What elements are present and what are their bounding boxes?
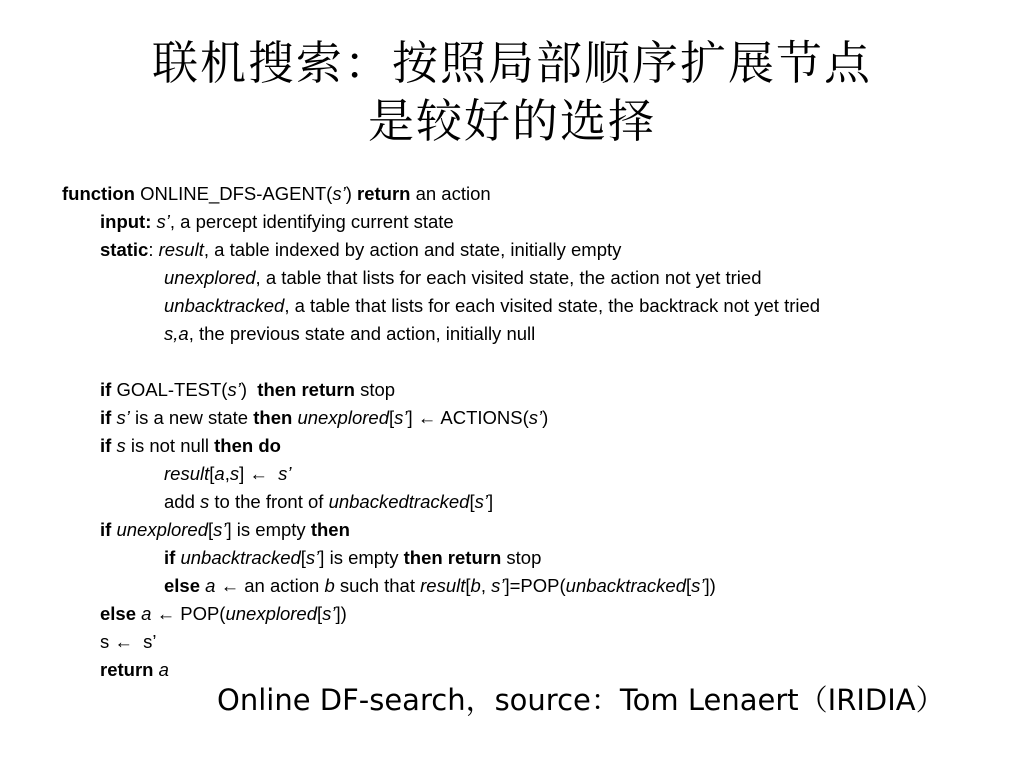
var-unbackedtracked: unbackedtracked: [328, 491, 470, 512]
assign-arrow: ←: [156, 603, 176, 624]
input-desc: , a percept identifying current state: [169, 211, 454, 232]
code-line-return: [100, 656, 169, 684]
source-caption: Online DF-search，source：Tom Lenaert（IRIDIA）: [217, 683, 945, 717]
var-unexplored: unexplored: [116, 519, 208, 540]
keyword-function: function: [62, 183, 135, 204]
colon: :: [148, 239, 154, 260]
keyword-if: if: [100, 519, 112, 540]
var-unbacktracked: unbacktracked: [164, 295, 285, 316]
var-a: a: [205, 575, 216, 596]
var-b: b: [324, 575, 335, 596]
paren: ): [345, 183, 352, 204]
var-result: result: [164, 463, 210, 484]
paren: ): [542, 407, 549, 428]
var-s-prime: s’: [322, 603, 336, 624]
keyword-else: else: [164, 575, 201, 596]
keyword-input: input:: [100, 211, 152, 232]
keyword-then-return: then return: [257, 379, 355, 400]
assign-arrow: ←: [114, 631, 133, 652]
sa-desc: , the previous state and action, initially null: [188, 323, 536, 344]
keyword-return: return: [100, 659, 154, 680]
var-s-prime: s’: [143, 631, 157, 652]
var-s-prime: s’: [528, 407, 543, 428]
keyword-then: then: [310, 519, 350, 540]
var-s: s: [200, 491, 210, 512]
code-line-goal-test: [100, 376, 395, 404]
slide-title: [0, 34, 1024, 150]
fn-goal-test: GOAL-TEST(: [116, 379, 228, 400]
keyword-else: else: [100, 603, 137, 624]
var-result: result: [158, 239, 204, 260]
var-s-prime: s’: [116, 407, 130, 428]
code-line-else-pop-unexplored: else a ← POP(unexplored[s’]): [100, 603, 347, 624]
text-add: add: [164, 491, 195, 512]
code-line-sa: [164, 320, 535, 348]
assign-arrow: ←: [220, 575, 240, 596]
unexplored-desc: , a table that lists for each visited state, the action not yet tried: [255, 267, 762, 288]
var-s-prime: s’: [227, 379, 241, 400]
keyword-if: if: [100, 435, 112, 456]
return-desc: an action: [415, 183, 491, 204]
var-a: a: [158, 659, 169, 680]
var-s-prime: s’: [691, 575, 705, 596]
keyword-return: return: [357, 183, 411, 204]
code-line-result-assign: result[a,s] ← s’: [164, 463, 292, 484]
var-unexplored: unexplored: [297, 407, 389, 428]
code-line-function: [62, 180, 491, 208]
code-line-new-state: if s’ is a new state then unexplored[s’] ← ACTIONS(s’): [100, 407, 549, 428]
var-s-prime: s’: [278, 463, 292, 484]
var-a: a: [141, 603, 152, 624]
fn-pop: POP(: [180, 603, 226, 624]
keyword-if: if: [100, 407, 112, 428]
var-s-prime: s’: [332, 183, 346, 204]
fn-actions: ACTIONS(: [440, 407, 529, 428]
var-unexplored: unexplored: [225, 603, 318, 624]
var-unbacktracked: unbacktracked: [180, 547, 301, 568]
keyword-then-return: then return: [403, 547, 502, 568]
text-such-that: such that: [339, 575, 415, 596]
paren: ): [340, 603, 347, 624]
code-line-unbacktracked: [164, 292, 820, 320]
code-line-add-front: add s to the front of unbackedtracked[s’]: [164, 491, 494, 512]
stop-text: stop: [360, 379, 396, 400]
var-unexplored: unexplored: [164, 267, 256, 288]
text-is-empty: is empty: [329, 547, 399, 568]
assign-arrow: ←: [249, 463, 268, 484]
code-line-else-pop-backtrack: else a ← an action b such that result[b, s’]=POP(unbacktracked[s’]): [164, 575, 716, 596]
var-s-prime: s’: [213, 519, 227, 540]
keyword-if: if: [164, 547, 176, 568]
unbacktracked-desc: , a table that lists for each visited state, the backtrack not yet tried: [284, 295, 821, 316]
text-is-not-null: is not null: [130, 435, 209, 456]
var-s-prime: s’: [394, 407, 408, 428]
keyword-then-do: then do: [214, 435, 281, 456]
var-b: b: [470, 575, 481, 596]
var-a: a: [214, 463, 225, 484]
keyword-static: static: [100, 239, 149, 260]
paren: ): [709, 575, 716, 596]
text-is-empty: is empty: [236, 519, 306, 540]
code-line-unexplored: [164, 264, 762, 292]
var-s: s: [116, 435, 126, 456]
code-line-static: [100, 236, 621, 264]
var-s: s: [100, 631, 110, 652]
keyword-then: then: [253, 407, 293, 428]
var-result: result: [420, 575, 466, 596]
result-desc: , a table indexed by action and state, initially empty: [203, 239, 622, 260]
var-s-prime: s’: [491, 575, 505, 596]
assign-arrow: ←: [417, 407, 437, 428]
title-line-1: 联机搜索：按照局部顺序扩展节点: [152, 36, 872, 90]
code-line-input: [100, 208, 454, 236]
code-line-not-null: [100, 432, 281, 460]
text-an-action: an action: [244, 575, 320, 596]
var-s-prime: s’: [156, 211, 170, 232]
var-s-prime: s’: [474, 491, 488, 512]
code-line-unbacktracked-empty: if unbacktracked[s’] is empty then return stop: [164, 547, 542, 568]
var-s-prime: s’: [305, 547, 320, 568]
var-sa: s,a: [164, 323, 189, 344]
var-unbacktracked: unbacktracked: [565, 575, 686, 596]
fn-pop: =POP(: [509, 575, 566, 596]
function-name: ONLINE_DFS-AGENT(: [140, 183, 333, 204]
keyword-if: if: [100, 379, 112, 400]
paren: ): [240, 379, 248, 400]
stop-text: stop: [506, 547, 542, 568]
var-s: s: [229, 463, 240, 484]
code-line-unexplored-empty: if unexplored[s’] is empty then: [100, 519, 350, 540]
text-is-new-state: is a new state: [134, 407, 249, 428]
text-to-front: to the front of: [214, 491, 324, 512]
code-line-s-assign: [100, 628, 157, 656]
title-line-2: 是较好的选择: [368, 94, 656, 148]
